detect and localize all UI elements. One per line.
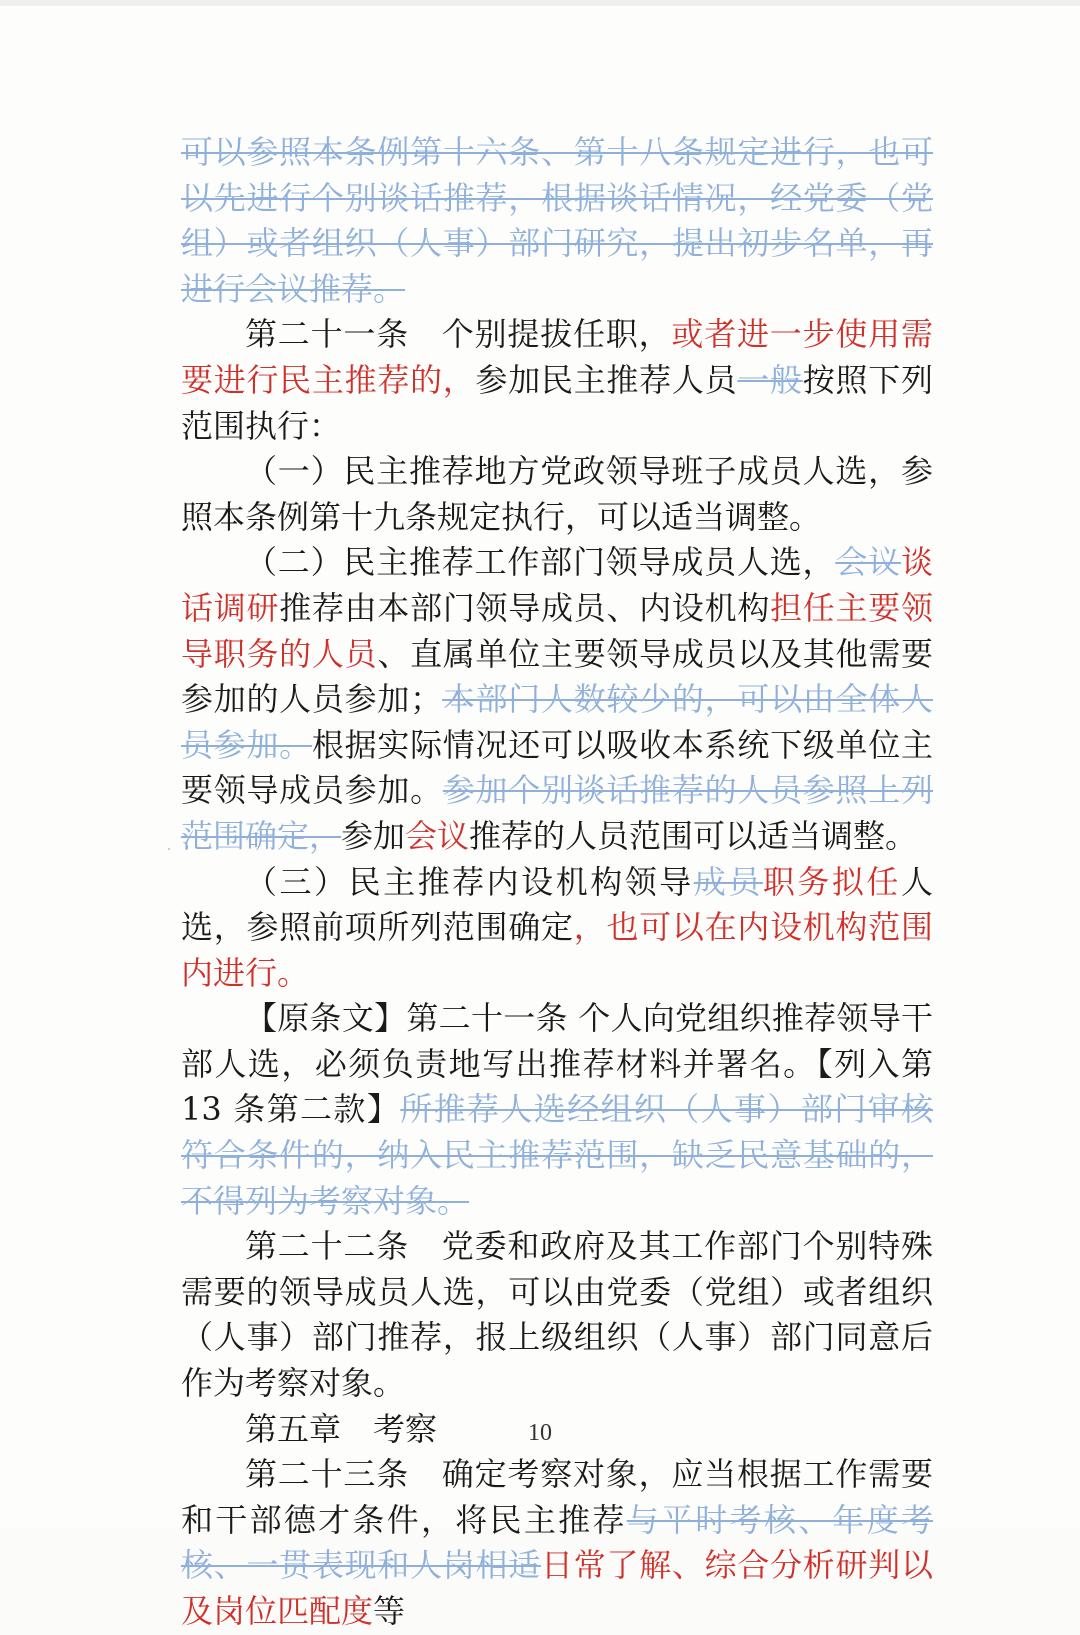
paragraph xyxy=(181,996,933,1224)
body-text: 党委和政府及其工作部门个别特殊需要的领导成员人选，可以由党委（党组）或者组织（人事）部门推荐，报上级组织（人事）部门同意后作为考察对象。 xyxy=(181,1227,933,1403)
paragraph xyxy=(181,130,933,312)
body-text: （一）民主推荐地方党政领导班子成员人选，参照本条例第十九条规定执行，可以适当调整。 xyxy=(181,452,933,536)
paragraph xyxy=(181,312,933,449)
paragraph xyxy=(181,860,933,997)
body-text: 第二十二条 xyxy=(245,1227,409,1266)
body-text: 第二十三条 xyxy=(245,1455,409,1494)
body-text: 参加 xyxy=(341,816,406,855)
body-text: 人选，参照前项所列范围确定 xyxy=(181,862,933,947)
body-text: 、直属单位主要领导成员以及其他需要参加的人员参加； xyxy=(181,634,933,719)
body-text: 按照下列范围执行： xyxy=(181,360,933,445)
deleted-text: 本部门人数较少的，可以由全体人员参加。 xyxy=(181,680,933,764)
body-text: 确定考察对象，应当根据工作需要和干部德才条件，将民主推荐 xyxy=(181,1455,933,1539)
body-text: （二）民主推荐工作部门领导成员人选， xyxy=(245,543,836,582)
deleted-text: 会议 xyxy=(835,543,901,582)
deleted-text: 与平时考核、年度考核、一贯表现和人岗相适 xyxy=(181,1500,933,1585)
body-text: 等 xyxy=(373,1592,406,1630)
inserted-text: 会议 xyxy=(405,816,470,855)
inserted-text: 或者进一步使用需要进行民主推荐的， xyxy=(181,315,933,399)
deleted-text: 参加个别谈话推荐的人员参照上列范围确定， xyxy=(181,771,933,855)
body-text: 个别提拔任职， xyxy=(441,315,672,354)
page-top-edge xyxy=(0,0,1080,6)
deleted-text: 成员 xyxy=(693,862,763,901)
body-text: 推荐的人员范围可以适当调整。 xyxy=(469,816,918,855)
margin-mark xyxy=(168,848,170,850)
inserted-text: 日常了解、综合分析研判以及岗位匹配度 xyxy=(181,1546,933,1630)
body-text: 第五章 xyxy=(245,1409,342,1448)
inserted-text: 职务拟任 xyxy=(762,862,901,901)
body-text: 【原条文】第二十一条 个人向党组织推荐领导干部人选，必须负责地写出推荐材料并署名。【列入第 13 条第二款】 xyxy=(181,999,933,1129)
inserted-text: ，也可以在内设机构范围内进行。 xyxy=(181,908,933,992)
paragraph xyxy=(181,1224,933,1406)
body-text: 第二十一条 xyxy=(245,315,409,354)
paragraph xyxy=(181,1452,933,1634)
inserted-text: 谈话调研 xyxy=(181,543,933,627)
inserted-text: 担任主要领导职务的人员 xyxy=(181,588,933,673)
body-text: （三）民主推荐内设机构领导 xyxy=(245,862,694,901)
body-text: 推荐由本部门领导成员、内设机构 xyxy=(279,588,771,627)
paragraph xyxy=(181,449,933,540)
paragraph xyxy=(181,540,933,859)
deleted-text: 一般 xyxy=(737,360,803,399)
deleted-text: 可以参照本条例第十六条、第十八条规定进行，也可以先进行个别谈话推荐，根据谈话情况，经党委（党组）或者组织（人事）部门研究，提出初步名单，再进行会议推荐。 xyxy=(181,133,933,308)
document-body xyxy=(181,130,933,1635)
body-text: 根据实际情况还可以吸收本系统下级单位主要领导成员参加。 xyxy=(181,725,933,810)
deleted-text: 所推荐人选经组织（人事）部门审核符合条件的，纳入民主推荐范围，缺乏民意基础的，不得列为考察对象。 xyxy=(181,1090,933,1220)
body-text: 参加民主推荐人员 xyxy=(475,360,738,399)
body-text: 考察 xyxy=(373,1409,438,1448)
page-number: 10 xyxy=(528,1420,552,1446)
